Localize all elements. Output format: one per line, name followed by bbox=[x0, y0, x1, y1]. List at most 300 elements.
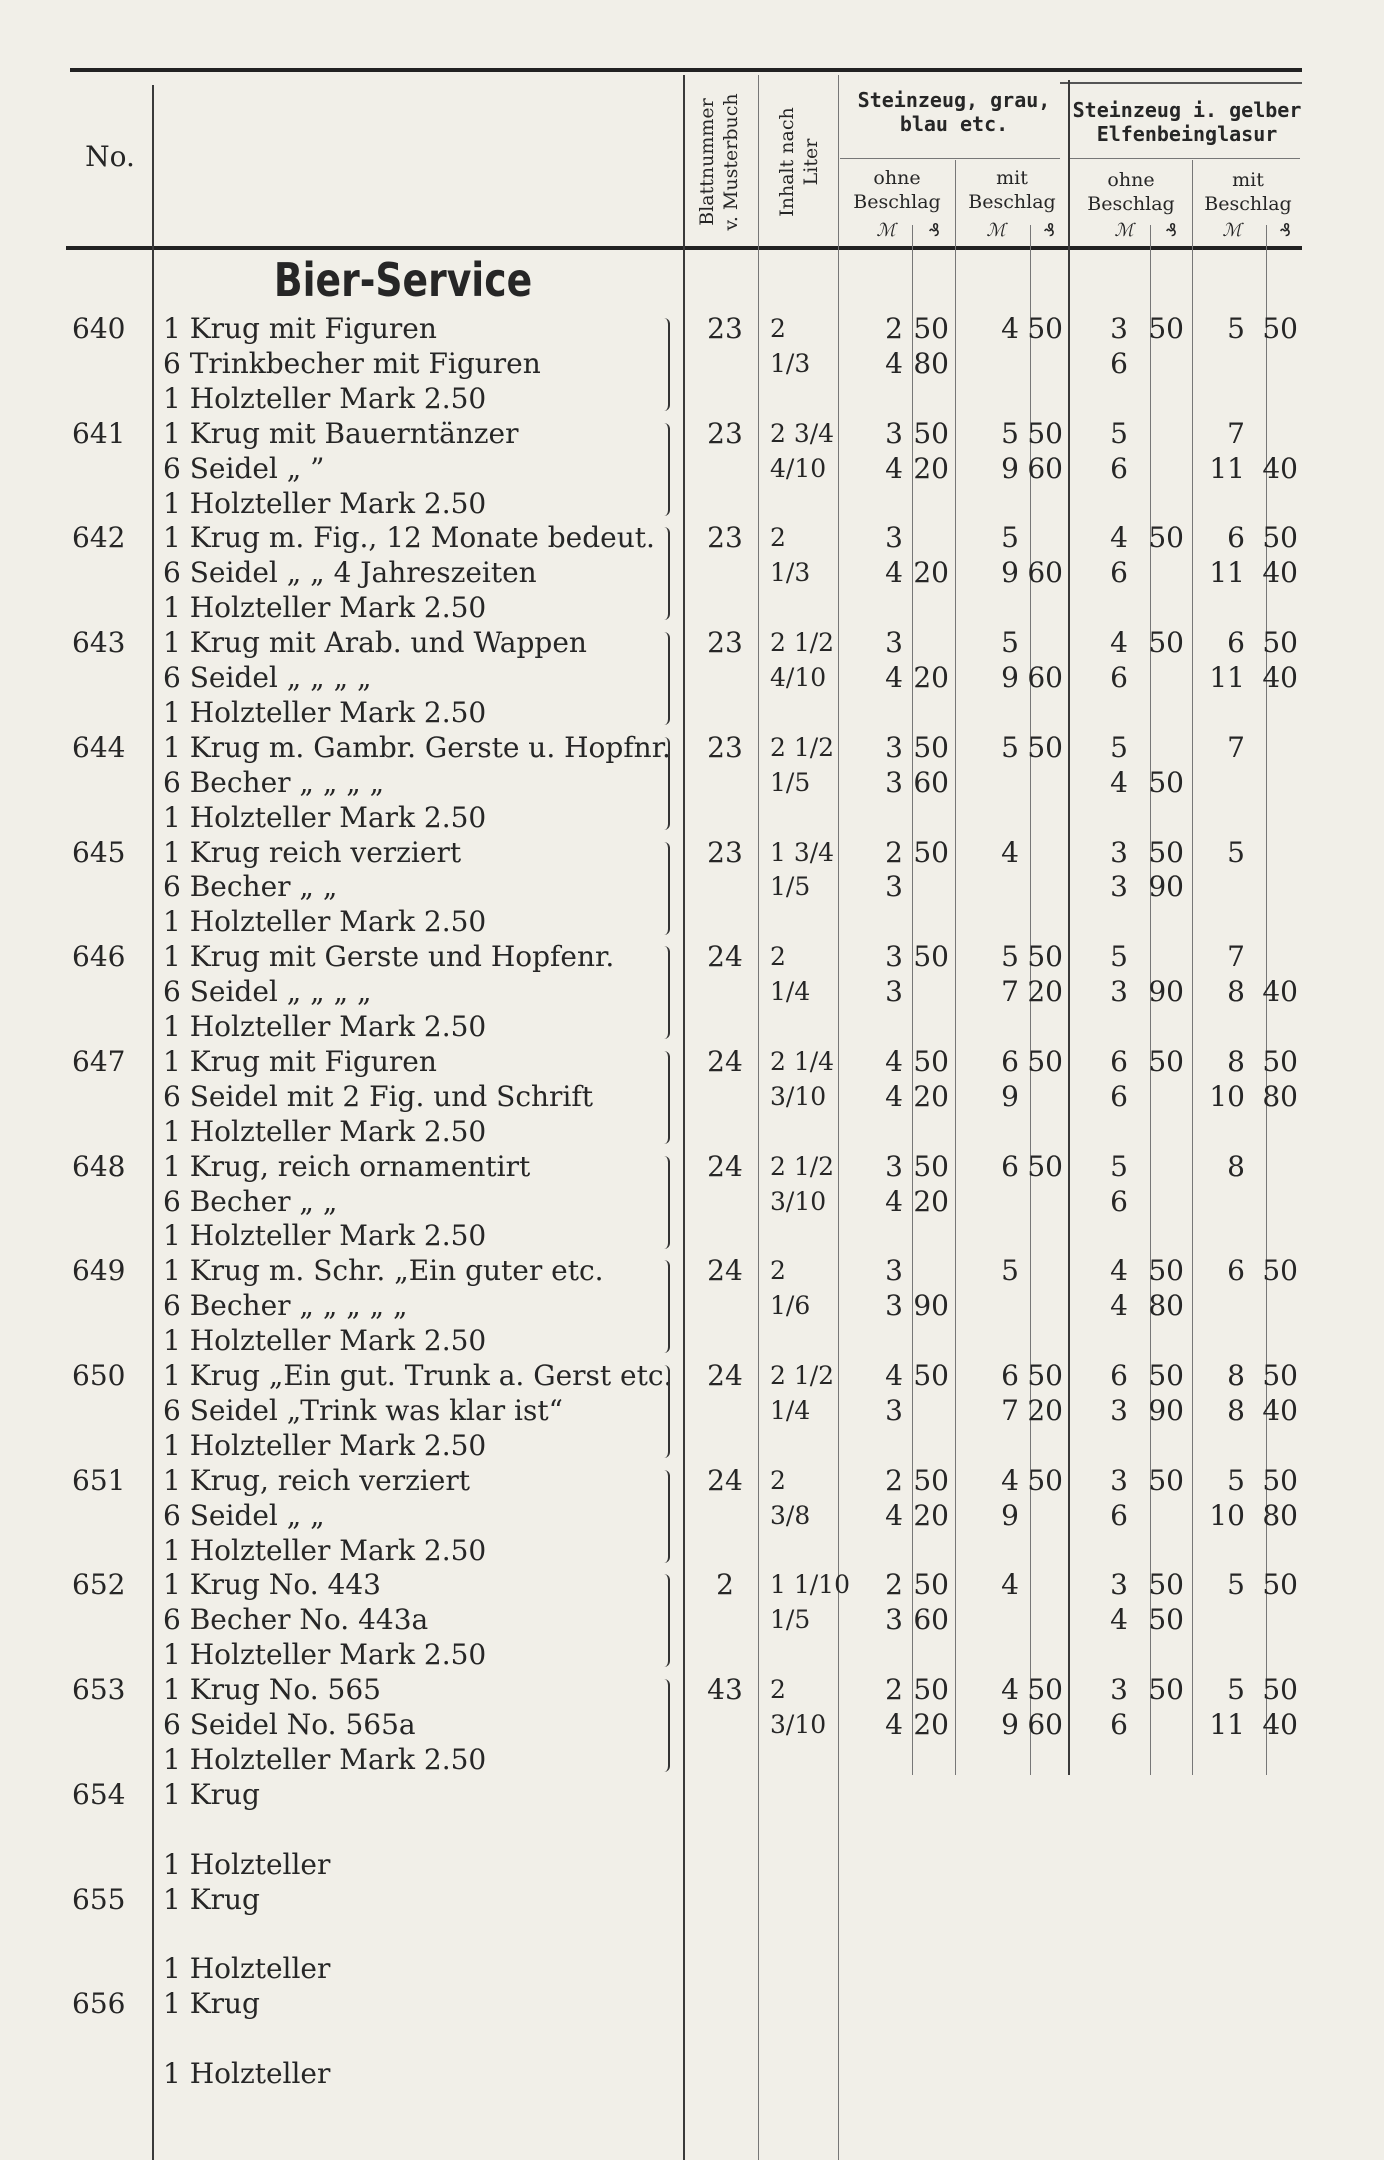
price-g2-ohne-pf: 50 bbox=[1148, 1464, 1184, 1497]
price-g2-ohne-pf: 50 bbox=[1148, 1568, 1184, 1601]
price-g1-ohne-mark: 2 bbox=[885, 312, 903, 345]
item-description: 6 Becher „ „ bbox=[163, 1185, 338, 1218]
price-g1-mit-pf: 50 bbox=[1027, 1150, 1063, 1183]
header-g1-ohne-line2: Beschlag bbox=[853, 191, 941, 213]
inhalt-liter: 3/8 bbox=[770, 1501, 811, 1530]
price-g1-mit-mark: 6 bbox=[1001, 1359, 1019, 1392]
header-inhalt-line1: Inhalt nach bbox=[776, 107, 798, 217]
currency-g1-ohne-pf: ₰ bbox=[928, 220, 940, 241]
currency-g2-ohne-mark: ℳ bbox=[1114, 220, 1134, 241]
item-description: 6 Becher „ „ „ „ bbox=[163, 766, 385, 799]
item-description: 1 Krug mit Figuren bbox=[163, 1045, 437, 1078]
blatt-number: 24 bbox=[707, 1254, 743, 1287]
item-description: 1 Krug, reich ornamentirt bbox=[163, 1150, 531, 1183]
price-g1-ohne-pf: 20 bbox=[913, 452, 949, 485]
price-g2-mit-pf: 40 bbox=[1262, 1394, 1298, 1427]
price-g2-ohne-pf: 50 bbox=[1148, 1673, 1184, 1706]
price-g1-mit-mark: 9 bbox=[1001, 556, 1019, 589]
inhalt-liter: 2 bbox=[770, 314, 786, 343]
header-g2-ohne bbox=[1070, 168, 1192, 216]
price-g1-ohne-mark: 4 bbox=[885, 1045, 903, 1078]
price-g2-ohne-mark: 5 bbox=[1110, 1150, 1128, 1183]
price-g1-mit-mark: 5 bbox=[1001, 417, 1019, 450]
header-g1-ohne-line1: ohne bbox=[873, 167, 921, 189]
header-g1-mit bbox=[956, 166, 1068, 214]
price-g2-ohne-mark: 6 bbox=[1110, 1708, 1128, 1741]
price-g1-ohne-mark: 4 bbox=[885, 1359, 903, 1392]
header-inhalt-line2: Liter bbox=[800, 138, 822, 186]
item-description: 1 Krug m. Schr. „Ein guter etc. bbox=[163, 1254, 604, 1287]
item-number: 646 bbox=[72, 940, 126, 973]
inhalt-liter: 1/4 bbox=[770, 1396, 811, 1425]
price-g2-ohne-mark: 6 bbox=[1110, 1045, 1128, 1078]
item-description: 1 Krug „Ein gut. Trunk a. Gerst etc. bbox=[163, 1359, 673, 1392]
inhalt-liter: 2 1/2 bbox=[770, 628, 835, 657]
item-description: 1 Holzteller Mark 2.50 bbox=[163, 382, 487, 415]
price-g1-ohne-mark: 3 bbox=[885, 521, 903, 554]
group2-underline bbox=[1070, 158, 1300, 159]
price-g1-mit-pf: 50 bbox=[1027, 940, 1063, 973]
price-g2-ohne-mark: 3 bbox=[1110, 1673, 1128, 1706]
item-description: 1 Holzteller Mark 2.50 bbox=[163, 1010, 487, 1043]
inhalt-liter: 2 1/2 bbox=[770, 733, 835, 762]
price-g1-mit-mark: 9 bbox=[1001, 1080, 1019, 1113]
blatt-number: 23 bbox=[707, 731, 743, 764]
item-description: 6 Seidel „ „ bbox=[163, 1499, 325, 1532]
item-number: 655 bbox=[72, 1883, 126, 1916]
inhalt-liter: 1/6 bbox=[770, 1291, 811, 1320]
price-g1-ohne-mark: 2 bbox=[885, 1464, 903, 1497]
blatt-number: 23 bbox=[707, 836, 743, 869]
item-number: 645 bbox=[72, 836, 126, 869]
item-number: 641 bbox=[72, 417, 126, 450]
item-number: 650 bbox=[72, 1359, 126, 1392]
item-number: 648 bbox=[72, 1150, 126, 1183]
price-g2-ohne-mark: 3 bbox=[1110, 1568, 1128, 1601]
item-description: 6 Seidel „ „ 4 Jahreszeiten bbox=[163, 556, 537, 589]
currency-g2-mit-pf: ₰ bbox=[1279, 220, 1291, 241]
price-g2-mit-mark: 6 bbox=[1227, 626, 1245, 659]
item-description: 1 Krug bbox=[163, 1987, 260, 2020]
price-g1-ohne-pf: 50 bbox=[913, 1464, 949, 1497]
price-g1-mit-pf: 50 bbox=[1027, 731, 1063, 764]
price-g1-ohne-pf: 20 bbox=[913, 556, 949, 589]
item-number: 649 bbox=[72, 1254, 126, 1287]
price-g1-ohne-mark: 3 bbox=[885, 1603, 903, 1636]
blatt-number: 24 bbox=[707, 1150, 743, 1183]
header-blatt-line2: v. Musterbuch bbox=[720, 93, 742, 231]
price-g1-ohne-pf: 50 bbox=[913, 1568, 949, 1601]
group-brace bbox=[658, 946, 670, 1039]
price-g1-mit-pf: 50 bbox=[1027, 1673, 1063, 1706]
price-g2-ohne-mark: 3 bbox=[1110, 870, 1128, 903]
item-description: 1 Holzteller bbox=[163, 2057, 331, 2090]
price-g2-ohne-mark: 5 bbox=[1110, 417, 1128, 450]
group-brace bbox=[658, 1365, 670, 1458]
price-g2-mit-pf: 50 bbox=[1262, 1254, 1298, 1287]
item-description: 1 Holzteller Mark 2.50 bbox=[163, 1638, 487, 1671]
price-g2-ohne-mark: 6 bbox=[1110, 1499, 1128, 1532]
price-g2-mit-mark: 11 bbox=[1209, 556, 1245, 589]
col-rule-inhalt bbox=[838, 75, 839, 2160]
item-description: 1 Krug bbox=[163, 1778, 260, 1811]
price-g2-mit-mark: 5 bbox=[1227, 1673, 1245, 1706]
item-description: 1 Holzteller bbox=[163, 1848, 331, 1881]
inhalt-liter: 3/10 bbox=[770, 1187, 827, 1216]
price-g2-mit-mark: 10 bbox=[1209, 1499, 1245, 1532]
inhalt-liter: 1 1/10 bbox=[770, 1570, 850, 1599]
item-description: 1 Holzteller Mark 2.50 bbox=[163, 905, 487, 938]
inhalt-liter: 4/10 bbox=[770, 663, 827, 692]
price-g1-ohne-pf: 50 bbox=[913, 940, 949, 973]
inhalt-liter: 2 bbox=[770, 523, 786, 552]
item-description: 6 Becher No. 443a bbox=[163, 1603, 429, 1636]
price-g1-ohne-mark: 3 bbox=[885, 1254, 903, 1287]
item-number: 651 bbox=[72, 1464, 126, 1497]
price-g2-ohne-mark: 5 bbox=[1110, 731, 1128, 764]
price-g2-mit-mark: 5 bbox=[1227, 836, 1245, 869]
price-g2-ohne-pf: 50 bbox=[1148, 521, 1184, 554]
price-g2-ohne-pf: 50 bbox=[1148, 1359, 1184, 1392]
item-description: 1 Holzteller Mark 2.50 bbox=[163, 591, 487, 624]
blatt-number: 23 bbox=[707, 417, 743, 450]
item-number: 643 bbox=[72, 626, 126, 659]
col-rule-g1-mid bbox=[955, 160, 956, 1775]
blatt-number: 24 bbox=[707, 940, 743, 973]
item-description: 1 Krug mit Figuren bbox=[163, 312, 437, 345]
price-g1-mit-pf: 50 bbox=[1027, 1464, 1063, 1497]
blatt-number: 43 bbox=[707, 1673, 743, 1706]
inhalt-liter: 2 1/4 bbox=[770, 1047, 835, 1076]
price-g1-ohne-pf: 50 bbox=[913, 1359, 949, 1392]
price-g1-ohne-pf: 50 bbox=[913, 1673, 949, 1706]
group-brace bbox=[658, 423, 670, 516]
price-g2-ohne-pf: 50 bbox=[1148, 1045, 1184, 1078]
price-g2-ohne-pf: 80 bbox=[1148, 1289, 1184, 1322]
price-g1-mit-pf: 50 bbox=[1027, 1359, 1063, 1392]
price-g2-mit-mark: 8 bbox=[1227, 1150, 1245, 1183]
inhalt-liter: 1/3 bbox=[770, 349, 811, 378]
price-g1-ohne-pf: 50 bbox=[913, 836, 949, 869]
price-g1-ohne-mark: 4 bbox=[885, 1499, 903, 1532]
price-g2-ohne-pf: 50 bbox=[1148, 1603, 1184, 1636]
blatt-number: 2 bbox=[716, 1568, 734, 1601]
item-description: 1 Holzteller Mark 2.50 bbox=[163, 1429, 487, 1462]
price-g2-mit-mark: 7 bbox=[1227, 731, 1245, 764]
inhalt-liter: 1/5 bbox=[770, 1605, 811, 1634]
price-g1-mit-pf: 50 bbox=[1027, 417, 1063, 450]
group-brace bbox=[658, 1679, 670, 1772]
price-g1-ohne-pf: 80 bbox=[913, 347, 949, 380]
inhalt-liter: 2 3/4 bbox=[770, 419, 835, 448]
price-g2-mit-pf: 40 bbox=[1262, 452, 1298, 485]
item-number: 647 bbox=[72, 1045, 126, 1078]
inhalt-liter: 3/10 bbox=[770, 1710, 827, 1739]
price-g1-mit-mark: 5 bbox=[1001, 521, 1019, 554]
header-no: No. bbox=[85, 140, 135, 173]
price-g2-mit-pf: 50 bbox=[1262, 521, 1298, 554]
item-description: 1 Krug, reich verziert bbox=[163, 1464, 470, 1497]
item-description: 6 Seidel No. 565a bbox=[163, 1708, 416, 1741]
price-g2-ohne-mark: 5 bbox=[1110, 940, 1128, 973]
price-g1-mit-pf: 60 bbox=[1027, 1708, 1063, 1741]
price-g1-ohne-mark: 3 bbox=[885, 417, 903, 450]
price-g2-mit-mark: 8 bbox=[1227, 1359, 1245, 1392]
item-description: 1 Holzteller Mark 2.50 bbox=[163, 1219, 487, 1252]
price-g2-ohne-pf: 50 bbox=[1148, 312, 1184, 345]
item-description: 1 Krug mit Gerste und Hopfenr. bbox=[163, 940, 615, 973]
price-g2-mit-mark: 11 bbox=[1209, 661, 1245, 694]
currency-g1-mit-mark: ℳ bbox=[986, 220, 1006, 241]
price-g2-mit-mark: 7 bbox=[1227, 940, 1245, 973]
price-g2-ohne-mark: 3 bbox=[1110, 312, 1128, 345]
price-g1-ohne-pf: 20 bbox=[913, 661, 949, 694]
price-g1-mit-mark: 4 bbox=[1001, 1568, 1019, 1601]
price-g1-ohne-mark: 2 bbox=[885, 1673, 903, 1706]
top-rule-thin bbox=[1060, 82, 1302, 84]
item-number: 653 bbox=[72, 1673, 126, 1706]
inhalt-liter: 2 bbox=[770, 942, 786, 971]
item-number: 654 bbox=[72, 1778, 126, 1811]
price-g1-ohne-mark: 4 bbox=[885, 661, 903, 694]
item-description: 1 Holzteller Mark 2.50 bbox=[163, 1743, 487, 1776]
header-inhalt bbox=[775, 57, 825, 267]
price-g1-ohne-pf: 50 bbox=[913, 1150, 949, 1183]
price-g2-mit-mark: 8 bbox=[1227, 975, 1245, 1008]
inhalt-liter: 2 bbox=[770, 1466, 786, 1495]
header-g2-mit-line2: Beschlag bbox=[1204, 193, 1292, 215]
price-g2-ohne-mark: 6 bbox=[1110, 347, 1128, 380]
price-g1-ohne-mark: 3 bbox=[885, 1289, 903, 1322]
price-g1-ohne-mark: 4 bbox=[885, 1185, 903, 1218]
item-description: 1 Krug No. 565 bbox=[163, 1673, 381, 1706]
header-g2-mit-line1: mit bbox=[1232, 169, 1264, 191]
group-brace bbox=[658, 842, 670, 935]
price-g1-ohne-mark: 3 bbox=[885, 975, 903, 1008]
price-g1-mit-mark: 4 bbox=[1001, 1673, 1019, 1706]
price-g1-mit-mark: 9 bbox=[1001, 661, 1019, 694]
inhalt-liter: 2 bbox=[770, 1675, 786, 1704]
price-g1-ohne-pf: 50 bbox=[913, 1045, 949, 1078]
price-g2-mit-pf: 50 bbox=[1262, 1673, 1298, 1706]
price-g2-ohne-mark: 4 bbox=[1110, 1254, 1128, 1287]
price-g1-ohne-mark: 4 bbox=[885, 452, 903, 485]
price-g2-ohne-mark: 6 bbox=[1110, 1185, 1128, 1218]
item-description: 6 Becher „ „ „ „ „ bbox=[163, 1289, 408, 1322]
price-g2-mit-mark: 5 bbox=[1227, 1568, 1245, 1601]
price-g1-ohne-mark: 3 bbox=[885, 626, 903, 659]
price-g1-ohne-mark: 4 bbox=[885, 347, 903, 380]
header-group1 bbox=[842, 88, 1066, 136]
price-g1-mit-mark: 5 bbox=[1001, 731, 1019, 764]
price-g2-ohne-pf: 50 bbox=[1148, 766, 1184, 799]
blatt-number: 23 bbox=[707, 626, 743, 659]
price-g2-ohne-pf: 50 bbox=[1148, 836, 1184, 869]
group-brace bbox=[658, 737, 670, 830]
price-g1-mit-mark: 7 bbox=[1001, 975, 1019, 1008]
header-g2-mit bbox=[1193, 168, 1303, 216]
col-rule-desc bbox=[683, 75, 685, 2160]
price-g1-ohne-pf: 20 bbox=[913, 1080, 949, 1113]
price-g2-mit-mark: 7 bbox=[1227, 417, 1245, 450]
price-g1-mit-mark: 4 bbox=[1001, 312, 1019, 345]
price-g2-mit-pf: 50 bbox=[1262, 1568, 1298, 1601]
item-description: 6 Seidel „Trink was klar ist“ bbox=[163, 1394, 563, 1427]
price-g2-mit-pf: 50 bbox=[1262, 1464, 1298, 1497]
price-g2-ohne-mark: 4 bbox=[1110, 626, 1128, 659]
header-g2-ohne-line2: Beschlag bbox=[1087, 193, 1175, 215]
price-g1-mit-mark: 6 bbox=[1001, 1150, 1019, 1183]
price-g1-mit-pf: 60 bbox=[1027, 556, 1063, 589]
price-g1-mit-mark: 9 bbox=[1001, 1708, 1019, 1741]
price-g2-ohne-mark: 4 bbox=[1110, 766, 1128, 799]
price-g1-ohne-pf: 20 bbox=[913, 1708, 949, 1741]
group-brace bbox=[658, 1156, 670, 1249]
price-g1-mit-mark: 4 bbox=[1001, 1464, 1019, 1497]
item-description: 1 Holzteller Mark 2.50 bbox=[163, 487, 487, 520]
header-group1-line2: blau etc. bbox=[899, 112, 1009, 136]
price-g1-ohne-mark: 4 bbox=[885, 556, 903, 589]
price-g2-mit-pf: 50 bbox=[1262, 1359, 1298, 1392]
price-g2-mit-mark: 6 bbox=[1227, 521, 1245, 554]
inhalt-liter: 1/3 bbox=[770, 558, 811, 587]
group1-underline bbox=[840, 158, 1060, 159]
price-g2-ohne-mark: 3 bbox=[1110, 836, 1128, 869]
group-brace bbox=[658, 527, 670, 620]
price-g1-ohne-pf: 60 bbox=[913, 766, 949, 799]
price-g2-mit-pf: 40 bbox=[1262, 975, 1298, 1008]
price-g2-mit-pf: 50 bbox=[1262, 312, 1298, 345]
inhalt-liter: 1/4 bbox=[770, 977, 811, 1006]
price-g2-mit-mark: 5 bbox=[1227, 1464, 1245, 1497]
price-g2-ohne-mark: 4 bbox=[1110, 1603, 1128, 1636]
item-description: 6 Becher „ „ bbox=[163, 870, 338, 903]
price-g2-mit-mark: 10 bbox=[1209, 1080, 1245, 1113]
price-g1-ohne-pf: 50 bbox=[913, 731, 949, 764]
price-g2-ohne-pf: 50 bbox=[1148, 626, 1184, 659]
price-g1-mit-mark: 9 bbox=[1001, 1499, 1019, 1532]
item-description: 1 Holzteller bbox=[163, 1952, 331, 1985]
item-description: 6 Seidel „ „ „ „ bbox=[163, 975, 372, 1008]
price-g2-ohne-pf: 90 bbox=[1148, 975, 1184, 1008]
price-g1-mit-pf: 20 bbox=[1027, 975, 1063, 1008]
price-g2-ohne-mark: 6 bbox=[1110, 1080, 1128, 1113]
section-title: Bier-Service bbox=[273, 253, 533, 307]
price-g1-mit-mark: 5 bbox=[1001, 1254, 1019, 1287]
price-g1-mit-pf: 60 bbox=[1027, 661, 1063, 694]
item-number: 652 bbox=[72, 1568, 126, 1601]
price-g2-ohne-mark: 3 bbox=[1110, 975, 1128, 1008]
item-description: 1 Krug m. Gambr. Gerste u. Hopfnr. bbox=[163, 731, 671, 764]
price-g1-mit-pf: 20 bbox=[1027, 1394, 1063, 1427]
price-g2-ohne-mark: 6 bbox=[1110, 1359, 1128, 1392]
price-g1-mit-mark: 6 bbox=[1001, 1045, 1019, 1078]
item-description: 6 Seidel „ „ „ „ bbox=[163, 661, 372, 694]
price-g1-ohne-mark: 4 bbox=[885, 1080, 903, 1113]
inhalt-liter: 2 bbox=[770, 1256, 786, 1285]
col-rule-groups bbox=[1068, 80, 1070, 1775]
price-g1-ohne-mark: 2 bbox=[885, 1568, 903, 1601]
price-g2-mit-mark: 5 bbox=[1227, 312, 1245, 345]
inhalt-liter: 1 3/4 bbox=[770, 838, 835, 867]
inhalt-liter: 2 1/2 bbox=[770, 1152, 835, 1181]
header-group2-line2: Elfenbeinglasur bbox=[1096, 122, 1278, 146]
item-description: 6 Trinkbecher mit Figuren bbox=[163, 347, 541, 380]
price-g2-mit-pf: 40 bbox=[1262, 661, 1298, 694]
item-description: 1 Holzteller Mark 2.50 bbox=[163, 696, 487, 729]
price-g1-ohne-pf: 20 bbox=[913, 1185, 949, 1218]
blatt-number: 24 bbox=[707, 1359, 743, 1392]
item-description: 1 Holzteller Mark 2.50 bbox=[163, 1324, 487, 1357]
price-g2-mit-pf: 40 bbox=[1262, 1708, 1298, 1741]
price-g1-ohne-mark: 3 bbox=[885, 1150, 903, 1183]
header-blatt-line1: Blattnummer bbox=[696, 98, 718, 226]
group-brace bbox=[658, 1470, 670, 1563]
item-number: 656 bbox=[72, 1987, 126, 2020]
header-g1-mit-line2: Beschlag bbox=[968, 191, 1056, 213]
price-g1-ohne-mark: 3 bbox=[885, 731, 903, 764]
price-g1-ohne-pf: 20 bbox=[913, 1499, 949, 1532]
price-g2-ohne-mark: 6 bbox=[1110, 452, 1128, 485]
price-g1-ohne-pf: 60 bbox=[913, 1603, 949, 1636]
price-g2-mit-mark: 8 bbox=[1227, 1394, 1245, 1427]
price-g1-ohne-mark: 3 bbox=[885, 766, 903, 799]
price-g2-mit-pf: 80 bbox=[1262, 1499, 1298, 1532]
item-description: 1 Holzteller Mark 2.50 bbox=[163, 1115, 487, 1148]
price-g2-ohne-mark: 4 bbox=[1110, 521, 1128, 554]
price-g2-ohne-mark: 4 bbox=[1110, 1289, 1128, 1322]
price-g2-mit-mark: 11 bbox=[1209, 1708, 1245, 1741]
price-g1-ohne-mark: 3 bbox=[885, 1394, 903, 1427]
header-group1-line1: Steinzeug, grau, bbox=[857, 88, 1051, 112]
price-g2-ohne-mark: 3 bbox=[1110, 1464, 1128, 1497]
item-description: 6 Seidel mit 2 Fig. und Schrift bbox=[163, 1080, 593, 1113]
price-g2-mit-mark: 11 bbox=[1209, 452, 1245, 485]
price-g2-mit-mark: 6 bbox=[1227, 1254, 1245, 1287]
blatt-number: 24 bbox=[707, 1045, 743, 1078]
blatt-number: 23 bbox=[707, 521, 743, 554]
price-g1-mit-pf: 60 bbox=[1027, 452, 1063, 485]
header-g1-mit-line1: mit bbox=[996, 167, 1028, 189]
price-g1-ohne-mark: 3 bbox=[885, 870, 903, 903]
price-g2-mit-pf: 40 bbox=[1262, 556, 1298, 589]
top-rule bbox=[70, 68, 1302, 72]
price-g2-ohne-mark: 6 bbox=[1110, 661, 1128, 694]
price-g2-ohne-pf: 90 bbox=[1148, 1394, 1184, 1427]
price-g1-ohne-mark: 4 bbox=[885, 1708, 903, 1741]
currency-g1-ohne-mark: ℳ bbox=[876, 220, 896, 241]
price-g1-ohne-pf: 50 bbox=[913, 312, 949, 345]
price-g1-mit-mark: 7 bbox=[1001, 1394, 1019, 1427]
item-description: 1 Holzteller Mark 2.50 bbox=[163, 801, 487, 834]
item-description: 1 Krug m. Fig., 12 Monate bedeut. bbox=[163, 521, 655, 554]
header-g2-ohne-line1: ohne bbox=[1107, 169, 1155, 191]
header-blatt bbox=[695, 57, 745, 267]
item-description: 1 Holzteller Mark 2.50 bbox=[163, 1534, 487, 1567]
price-g2-ohne-pf: 50 bbox=[1148, 1254, 1184, 1287]
price-g1-mit-mark: 9 bbox=[1001, 452, 1019, 485]
blatt-number: 24 bbox=[707, 1464, 743, 1497]
group-brace bbox=[658, 1260, 670, 1353]
group-brace bbox=[658, 318, 670, 411]
price-g2-mit-pf: 50 bbox=[1262, 1045, 1298, 1078]
price-g2-mit-mark: 8 bbox=[1227, 1045, 1245, 1078]
inhalt-liter: 2 1/2 bbox=[770, 1361, 835, 1390]
price-g1-mit-mark: 4 bbox=[1001, 836, 1019, 869]
price-g2-ohne-mark: 6 bbox=[1110, 556, 1128, 589]
group-brace bbox=[658, 1574, 670, 1667]
price-g1-mit-pf: 50 bbox=[1027, 312, 1063, 345]
